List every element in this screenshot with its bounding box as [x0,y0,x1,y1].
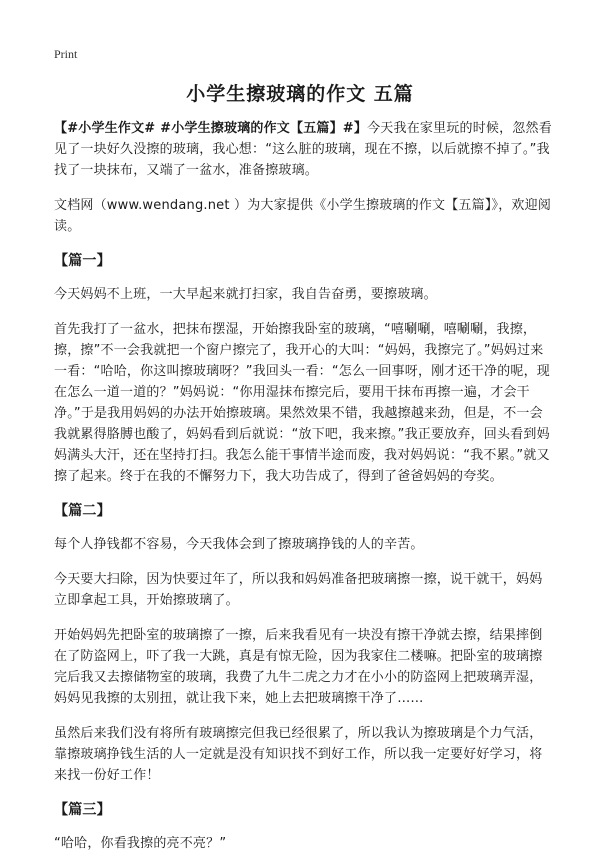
section-2-paragraph: 每个人挣钱都不容易，今天我体会到了擦玻璃挣钱的人的辛苦。 [54,537,424,552]
section-3-paragraph: “哈哈，你看我擦的亮不亮？” [54,836,227,851]
document-body [54,118,554,868]
section-2-paragraph: 开始妈妈先把卧室的玻璃擦了一擦，后来我看见有一块没有擦干净就去擦，结果摔倒在了防盗网上，吓了我一大跳，真是有惊无险，因为我家住二楼嘛。把卧室的玻璃擦完后我又去擦储物室的玻璃，我费了九牛二虎之力才在小小的防盗网上把玻璃弄湿，妈妈见我擦的太别扭，就让我下来，她上去把玻璃擦干净了…… [54,628,543,706]
section-1-paragraph: 今天妈妈不上班，一大早起来就打扫家，我自告奋勇，要擦玻璃。 [54,287,437,302]
section-heading-2: 【篇二】 [54,503,111,519]
intro-tag: 【#小学生作文# #小学生擦玻璃的作文【五篇】#】 [54,121,368,136]
source-note: 文档网（www.wendang.net ）为大家提供《小学生擦玻璃的作文【五篇】》，欢迎阅读。 [54,198,552,234]
section-heading-1: 【篇一】 [54,253,111,269]
section-2-paragraph: 今天要大扫除，因为快要过年了，所以我和妈妈准备把玻璃擦一擦，说干就干，妈妈立即拿起工具，开始擦玻璃了。 [54,572,543,608]
intro-text: 今天我在家里玩的时候，忽然看见了一块好久没擦的玻璃，我心想：“这么脏的玻璃，现在不擦，以后就擦不掉了。”我找了一块抹布，又端了一盆水，准备擦玻璃。 [54,121,552,178]
print-link[interactable]: Print [54,47,78,61]
intro-paragraph [54,118,554,181]
section-2-paragraph: 虽然后来我们没有将所有玻璃擦完但我已经很累了，所以我认为擦玻璃是个力气活，靠擦玻璃挣钱生活的人一定就是没有知识找不到好工作，所以我一定要好好学习，将来找一份好工作！ [54,726,543,783]
page-title: 小学生擦玻璃的作文 五篇 [186,83,414,105]
section-1-paragraph: 首先我打了一盆水，把抹布摆湿，开始擦我卧室的玻璃，“嘻唰唰，嘻唰唰，我擦，擦，擦”不一会我就把一个窗户擦完了，我开心的大叫：“妈妈，我擦完了。”妈妈过来一看：“哈哈，你这叫擦玻璃呀？”我回头一看：“怎么一回事呀，刚才还干净的呢，现在怎么一道一道的？”妈妈说：“你用湿抹布擦完后，要用干抹布再擦一遍，才会干净。”于是我用妈妈的办法开始擦玻璃。果然效果不错，我越擦越来劲，但是，不一会我就累得胳膊也酸了，妈妈看到后就说：“放下吧，我来擦。”我正要放弃，回头看到妈妈满头大汗，还在坚持打扫。我怎么能干事情半途而废，我对妈妈说：“我不累。”就又擦了起来。终于在我的不懈努力下，我大功告成了，得到了爸爸妈妈的夸奖。 [54,322,551,484]
section-heading-3: 【篇三】 [54,802,111,818]
